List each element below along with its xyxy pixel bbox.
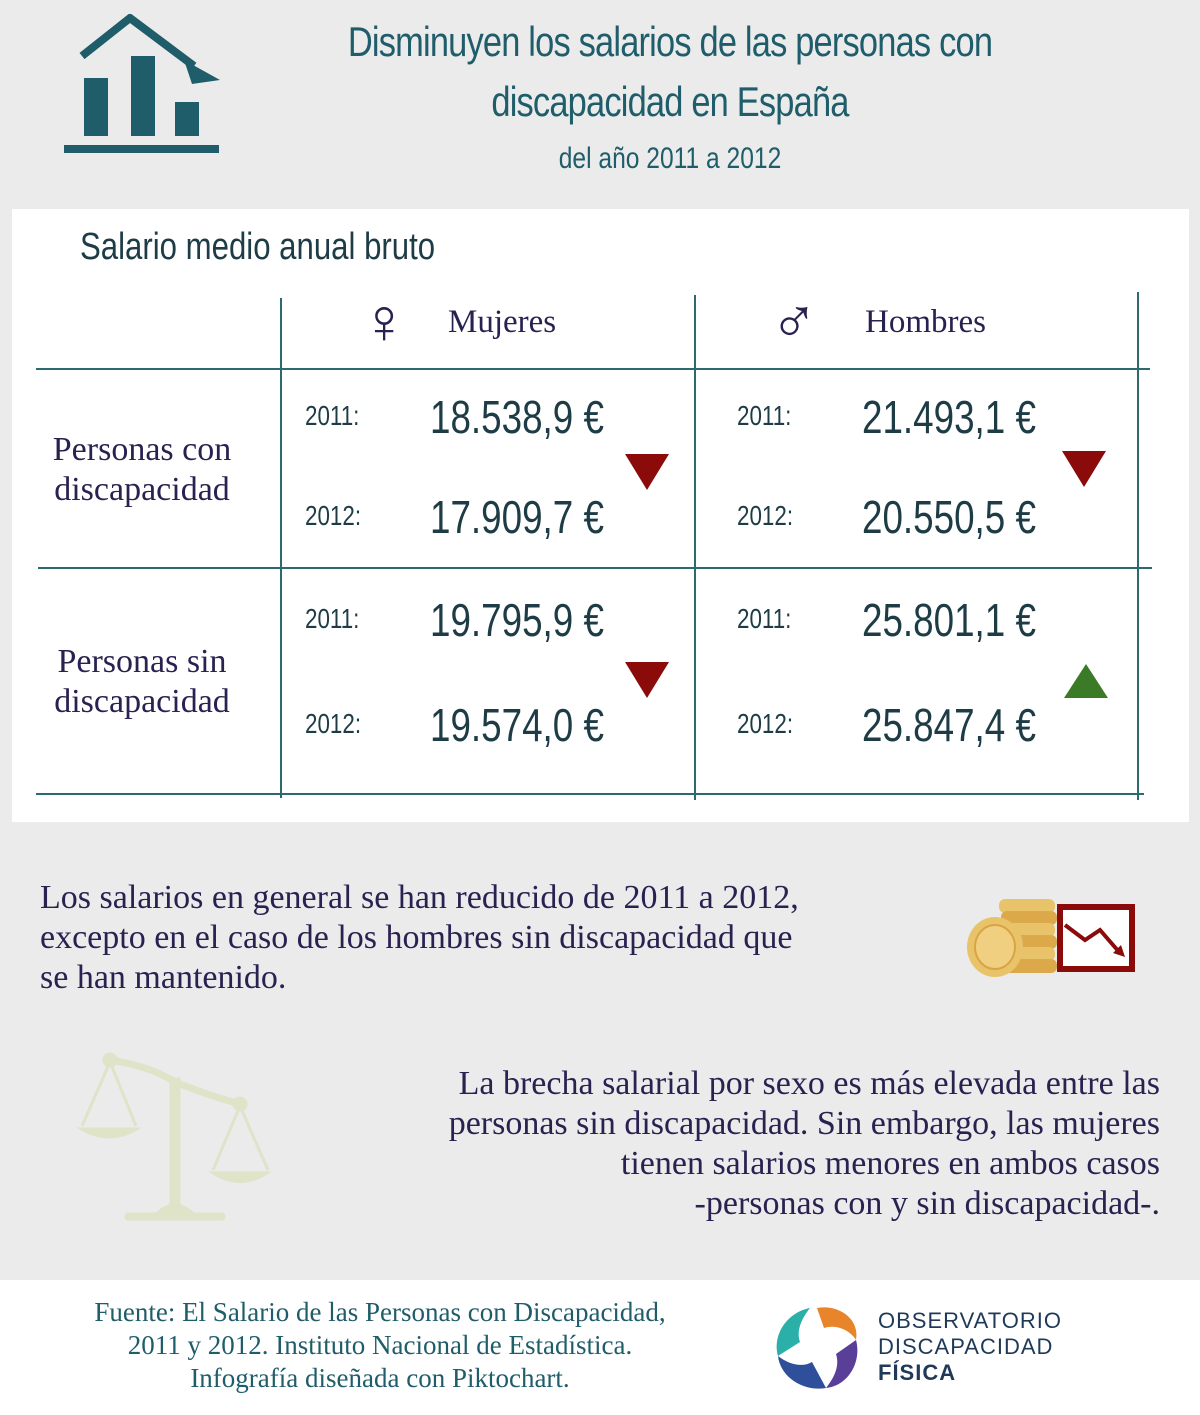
column-label-mujeres: Mujeres	[448, 304, 557, 340]
table-divider	[36, 368, 1150, 370]
source-line: Infografía diseñada con Piktochart.	[190, 1363, 570, 1393]
trend-up-icon	[1064, 664, 1108, 698]
observatorio-logo-text	[878, 1308, 1062, 1386]
table-divider	[36, 793, 1144, 795]
note-line: -personas con y sin discapacidad-.	[694, 1185, 1160, 1222]
year-label: 2012:	[305, 500, 362, 531]
year-label: 2011:	[737, 603, 792, 634]
female-symbol-icon: ♀	[360, 285, 408, 357]
row-header-con-discapacidad	[27, 430, 257, 510]
source-credit	[30, 1296, 730, 1395]
year-label: 2012:	[305, 708, 362, 739]
year-label: 2012:	[737, 500, 794, 531]
trend-down-icon	[625, 454, 669, 490]
year-label: 2011:	[305, 603, 360, 634]
row-label-line: Personas con	[52, 431, 232, 468]
note-line: tienen salarios menores en ambos casos	[620, 1145, 1160, 1182]
coins-decline-icon	[965, 895, 1140, 985]
note-line: La brecha salarial por sexo es más elevada entre las	[458, 1065, 1160, 1102]
bar-chart-down-icon	[62, 14, 222, 156]
observatorio-logo-icon	[770, 1300, 865, 1395]
column-label-hombres: Hombres	[865, 304, 986, 340]
page-title-line-1: Disminuyen los salarios de las personas con	[347, 18, 993, 65]
row-label-line: discapacidad	[54, 683, 230, 720]
table-divider	[694, 295, 696, 800]
trend-down-icon	[625, 662, 669, 698]
year-label: 2012:	[737, 708, 794, 739]
salary-value: 19.795,9 €	[430, 594, 604, 646]
table-title: Salario medio anual bruto	[80, 226, 436, 268]
table-divider	[38, 567, 1152, 569]
male-symbol-icon: ♂	[770, 285, 818, 357]
salary-value: 19.574,0 €	[430, 699, 604, 751]
note-line: se han mantenido.	[40, 959, 287, 996]
salary-value: 17.909,7 €	[430, 491, 604, 543]
row-header-sin-discapacidad	[27, 642, 257, 722]
note-gender-gap	[270, 1064, 1160, 1224]
source-line: 2011 y 2012. Instituto Nacional de Estadística.	[127, 1330, 633, 1360]
balance-scale-icon	[70, 1048, 280, 1226]
logo-line: FÍSICA	[878, 1360, 957, 1385]
year-label: 2011:	[305, 400, 360, 431]
year-label: 2011:	[737, 400, 792, 431]
trend-down-icon	[1062, 451, 1106, 487]
salary-value: 25.801,1 €	[862, 594, 1036, 646]
page-subtitle: del año 2011 a 2012	[558, 142, 782, 175]
page-title-line-2: discapacidad en España	[491, 78, 849, 125]
salary-value: 21.493,1 €	[862, 391, 1036, 443]
table-divider	[280, 298, 282, 798]
logo-line: OBSERVATORIO	[878, 1308, 1062, 1333]
note-line: personas sin discapacidad. Sin embargo, las mujeres	[448, 1105, 1160, 1142]
salary-value: 18.538,9 €	[430, 391, 604, 443]
note-general-reduction	[40, 878, 960, 998]
row-label-line: discapacidad	[54, 471, 230, 508]
logo-line: DISCAPACIDAD	[878, 1334, 1054, 1359]
note-line: Los salarios en general se han reducido de 2011 a 2012,	[40, 879, 799, 916]
salary-value: 25.847,4 €	[862, 699, 1036, 751]
row-label-line: Personas sin	[57, 643, 227, 680]
salary-value: 20.550,5 €	[862, 491, 1036, 543]
note-line: excepto en el caso de los hombres sin discapacidad que	[40, 919, 793, 956]
source-line: Fuente: El Salario de las Personas con Discapacidad,	[94, 1297, 666, 1327]
